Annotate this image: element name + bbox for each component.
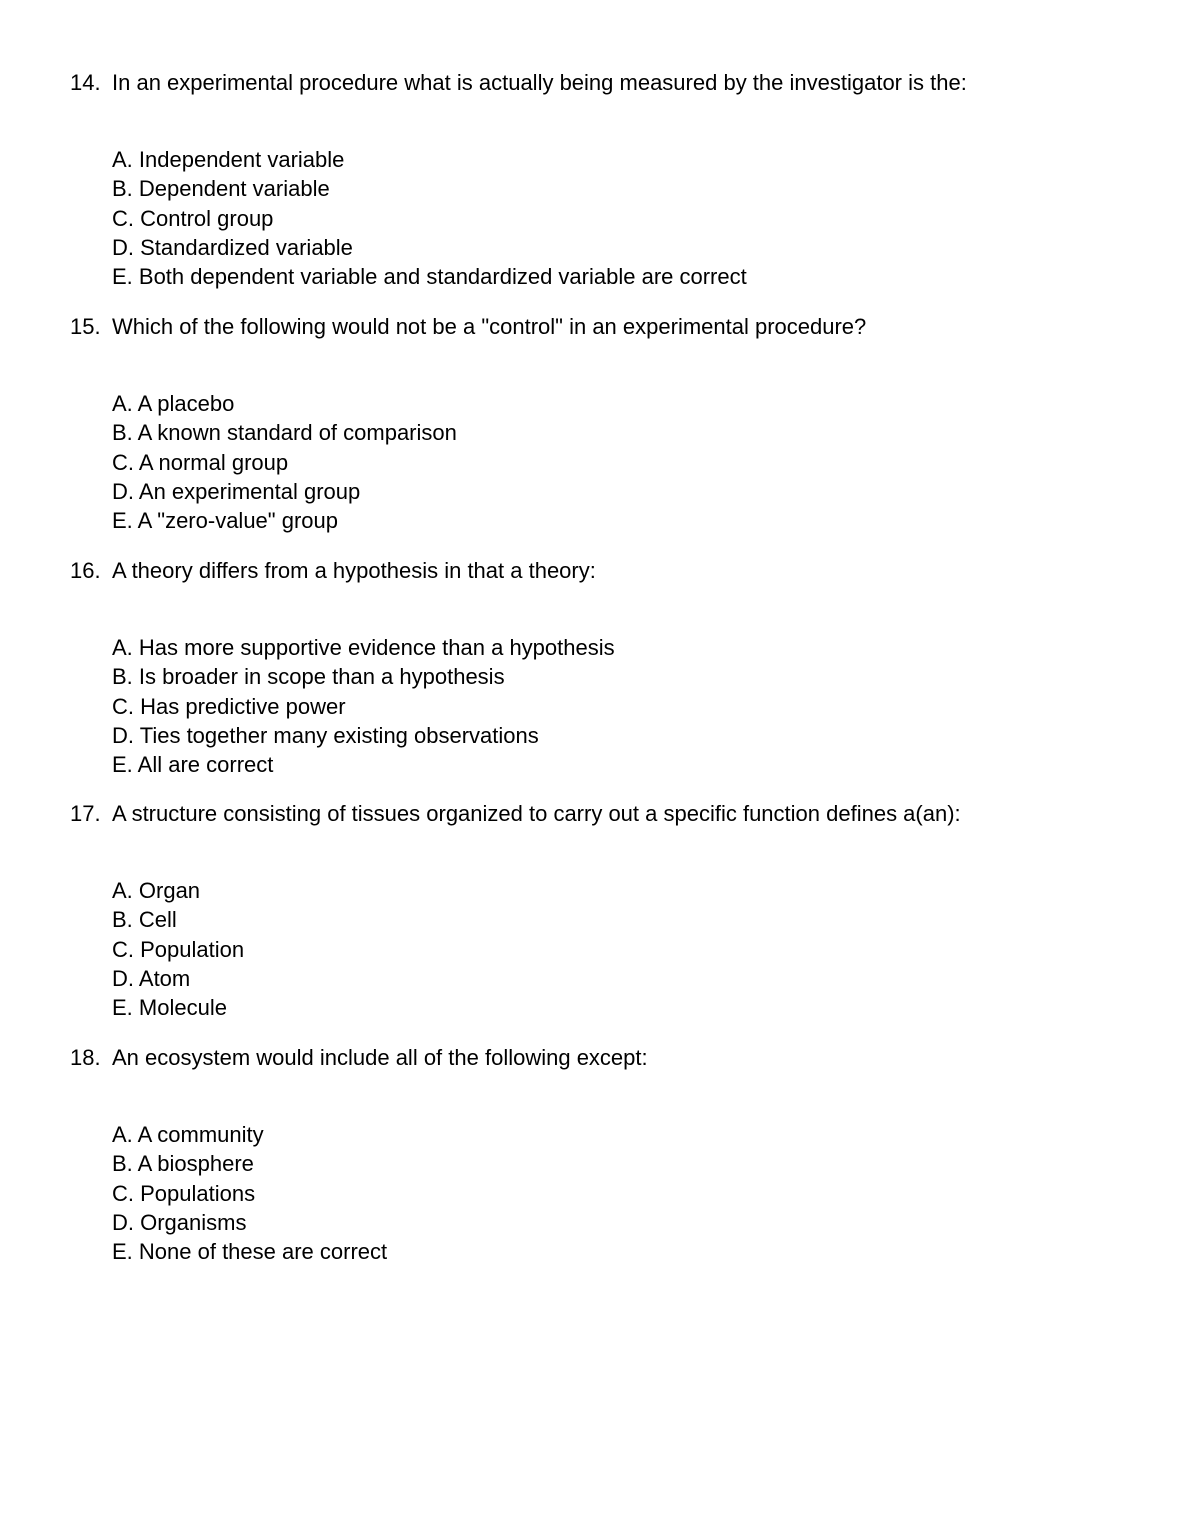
option-c: C. Has predictive power [112, 693, 346, 719]
option-a: A. A placebo [112, 391, 235, 416]
question-stem [0, 799, 1190, 829]
answer-options [112, 876, 244, 1022]
option-d: D. Organisms [112, 1209, 247, 1235]
option-e: E. Molecule [112, 995, 227, 1021]
question-number: 18. [70, 1045, 101, 1070]
option-e: E. All are correct [112, 752, 274, 778]
option-c: C. Populations [112, 1180, 256, 1206]
question-stem [0, 556, 1190, 586]
option-a: A. Organ [112, 878, 201, 903]
answer-options [112, 1120, 387, 1266]
question-stem [0, 1043, 1190, 1073]
question-number: 17. [70, 801, 101, 826]
question-number: 16. [70, 558, 101, 583]
option-d: D. Ties together many existing observations [112, 722, 539, 748]
option-a: A. Independent variable [112, 147, 345, 172]
option-b: B. A known standard of comparison [112, 420, 457, 446]
option-b: B. Cell [112, 907, 177, 933]
option-d: D. An experimental group [112, 478, 361, 504]
question-stem [0, 68, 1190, 98]
option-b: B. Is broader in scope than a hypothesis [112, 664, 505, 690]
option-e: E. Both dependent variable and standardized variable are correct [112, 264, 747, 290]
question-number: 14. [70, 70, 101, 95]
option-e: E. A "zero-value" group [112, 508, 338, 534]
option-b: B. Dependent variable [112, 176, 330, 202]
option-d: D. Atom [112, 965, 191, 991]
option-d: D. Standardized variable [112, 234, 353, 260]
option-b: B. A biosphere [112, 1151, 254, 1177]
question-text: In an experimental procedure what is actually being measured by the investigator is the: [112, 70, 967, 95]
question-number: 15. [70, 314, 101, 339]
question-stem [0, 312, 1190, 342]
answer-options [112, 633, 615, 779]
question-text: Which of the following would not be a "control" in an experimental procedure? [112, 314, 867, 339]
answer-options [112, 389, 457, 535]
option-c: C. A normal group [112, 449, 289, 475]
question-text: A structure consisting of tissues organized to carry out a specific function defines a(an): [112, 801, 961, 826]
option-a: A. A community [112, 1122, 264, 1147]
question-text: An ecosystem would include all of the following except: [112, 1045, 648, 1070]
option-e: E. None of these are correct [112, 1239, 388, 1265]
option-c: C. Population [112, 936, 245, 962]
answer-options [112, 145, 747, 291]
option-c: C. Control group [112, 205, 274, 231]
option-a: A. Has more supportive evidence than a hypothesis [112, 635, 615, 660]
question-text: A theory differs from a hypothesis in that a theory: [112, 558, 596, 583]
